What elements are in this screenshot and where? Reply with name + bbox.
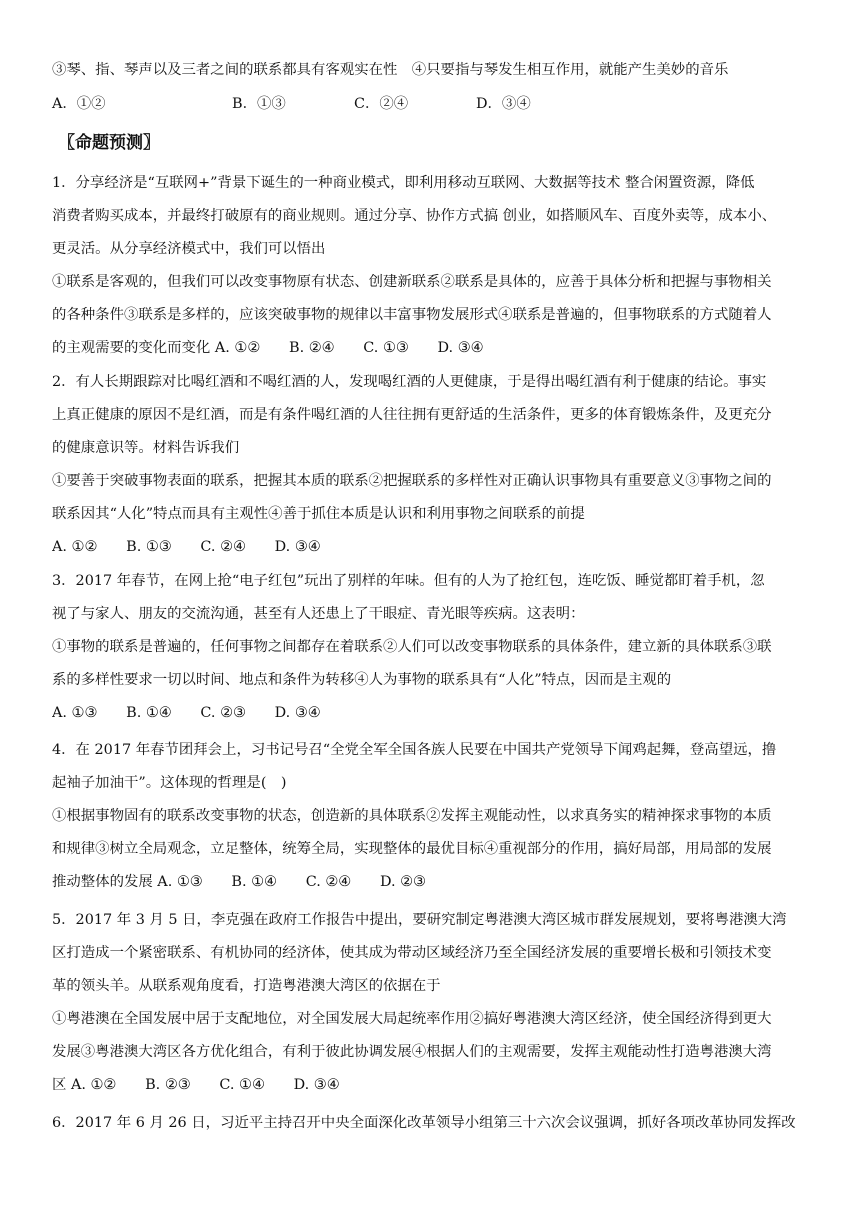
question-4-line: ①根据事物固有的联系改变事物的状态，创造新的具体联系②发挥主观能动性，以求真务实的精神探求事物的本质 — [52, 808, 772, 824]
question-4-line: 推动整体的发展 A. ①③ B. ①④ C. ②④ D. ②③ — [52, 874, 426, 890]
option-c: C．②④ — [354, 96, 409, 112]
question-2-line: 联系因其“人化”特点而具有主观性④善于抓住本质是认识和利用事物之间联系的前提 — [52, 506, 585, 522]
option-b: B．①③ — [232, 96, 286, 112]
question-1-line: 1．分享经济是“互联网+”背景下诞生的一种商业模式，即利用移动互联网、大数据等技术 整合闲置资源，降低 — [52, 175, 755, 191]
question-1-line: 更灵活。从分享经济模式中，我们可以悟出 — [52, 241, 326, 257]
question-1-line: 消费者购买成本，并最终打破原有的商业规则。通过分享、协作方式搞 创业，如搭顺风车、百度外卖等，成本小、 — [52, 208, 777, 224]
question-5-line: ①粤港澳在全国发展中居于支配地位，对全国发展大局起统率作用②搞好粤港澳大湾区经济，使全国经济得到更大 — [52, 1011, 772, 1027]
question-1-line: 的各种条件③联系是多样的，应该突破事物的规律以丰富事物发展形式④联系是普遍的，但事物联系的方式随着人 — [52, 307, 772, 323]
question-1-line: 的主观需要的变化而变化 A. ①② B. ②④ C. ①③ D. ③④ — [52, 340, 484, 356]
question-2-line: 的健康意识等。材料告诉我们 — [52, 440, 240, 456]
question-3-line: 视了与家人、朋友的交流沟通，甚至有人还患上了干眼症、青光眼等疾病。这表明： — [52, 606, 585, 622]
question-4-line: 和规律③树立全局观念，立足整体，统筹全局，实现整体的最优目标④重视部分的作用，搞好局部，用局部的发展 — [52, 841, 772, 857]
option-a: A．①② — [52, 96, 106, 112]
question-6-line: 6．2017 年 6 月 26 日，习近平主持召开中央全面深化改革领导小组第三十六次会议强调，抓好各项改革协同发挥改 — [52, 1115, 796, 1131]
intro-line: ③琴、指、琴声以及三者之间的联系都具有客观实在性 ④只要指与琴发生相互作用，就能产生美妙的音乐 — [52, 62, 729, 78]
question-2-line: 2．有人长期跟踪对比喝红酒和不喝红酒的人，发现喝红酒的人更健康，于是得出喝红酒有利于健康的结论。事实 — [52, 374, 767, 390]
question-5-line: 5．2017 年 3 月 5 日，李克强在政府工作报告中提出，要研究制定粤港澳大湾区城市群发展规划，要将粤港澳大湾 — [52, 912, 787, 928]
question-5-line: 革的领头羊。从联系观角度看，打造粤港澳大湾区的依据在于 — [52, 978, 441, 994]
intro-options — [52, 94, 612, 114]
question-4-line: 起袖子加油干”。这体现的哲理是( ) — [52, 775, 287, 791]
question-3-line: A. ①③ B. ①④ C. ②③ D. ③④ — [52, 705, 321, 721]
question-4-line: 4．在 2017 年春节团拜会上，习书记号召“全党全军全国各族人民要在中国共产党领导下闻鸡起舞，登高望远，撸 — [52, 742, 777, 758]
question-5-line: 区 A. ①② B. ②③ C. ①④ D. ③④ — [52, 1077, 340, 1093]
question-2-line: A. ①② B. ①③ C. ②④ D. ③④ — [52, 539, 321, 555]
question-5-line: 发展③粤港澳大湾区各方优化组合，有利于彼此协调发展④根据人们的主观需要，发挥主观能动性打造粤港澳大湾 — [52, 1044, 772, 1060]
question-3-line: ①事物的联系是普遍的，任何事物之间都存在着联系②人们可以改变事物联系的具体条件，建立新的具体联系③联 — [52, 639, 772, 655]
question-5-line: 区打造成一个紧密联系、有机协同的经济体，使其成为带动区域经济乃至全国经济发展的重要增长极和引领技术变 — [52, 945, 772, 961]
question-1-line: ①联系是客观的，但我们可以改变事物原有状态、创建新联系②联系是具体的，应善于具体分析和把握与事物相关 — [52, 274, 772, 290]
question-2-line: ①要善于突破事物表面的联系，把握其本质的联系②把握联系的多样性对正确认识事物具有重要意义③事物之间的 — [52, 473, 772, 489]
question-3-line: 系的多样性要求一切以时间、地点和条件为转移④人为事物的联系具有“人化”特点，因而是主观的 — [52, 672, 672, 688]
section-title: 〖命题预测〗 — [58, 133, 160, 153]
option-d: D．③④ — [476, 96, 531, 112]
question-3-line: 3．2017 年春节，在网上抢“电子红包”玩出了别样的年味。但有的人为了抢红包，连吃饭、睡觉都盯着手机，忽 — [52, 573, 765, 589]
question-2-line: 上真正健康的原因不是红酒，而是有条件喝红酒的人往往拥有更舒适的生活条件，更多的体育锻炼条件，及更充分 — [52, 407, 772, 423]
